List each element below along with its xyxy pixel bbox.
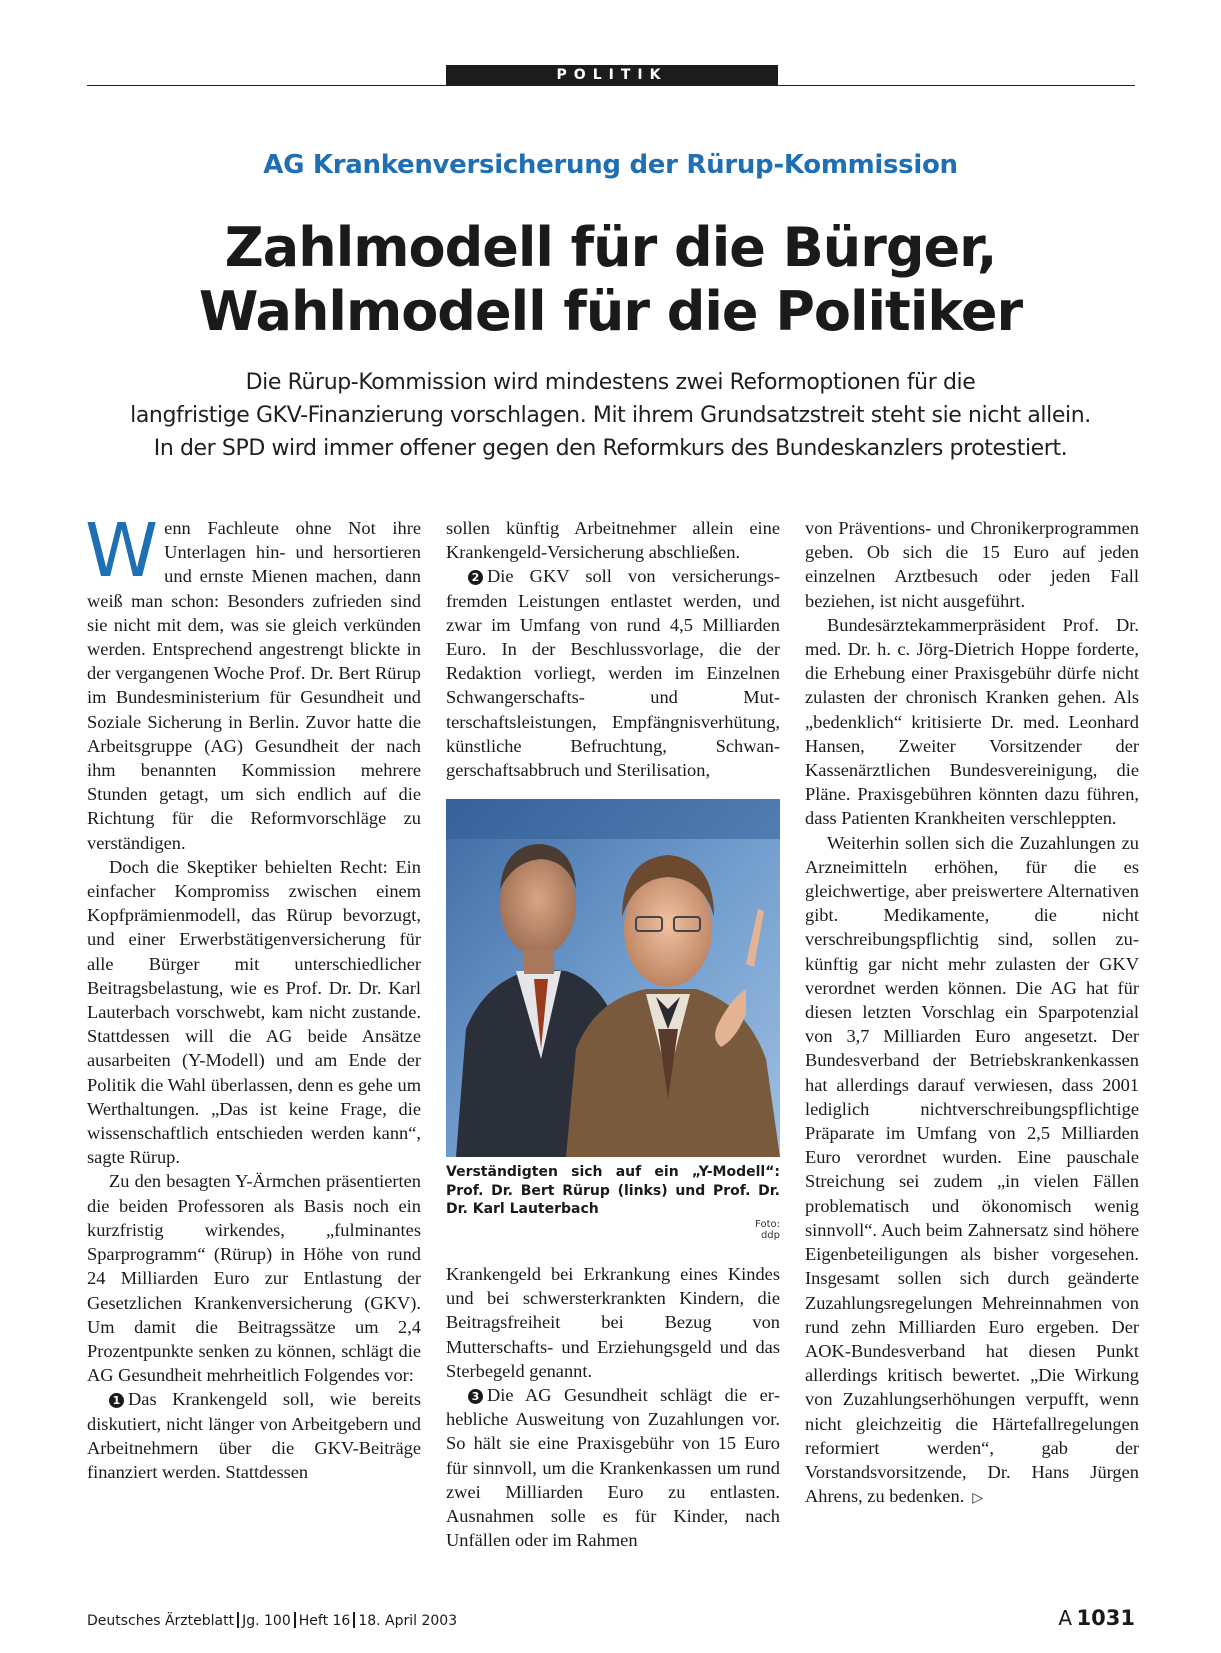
paragraph-text: Weiterhin sollen sich die Zuzahlungen zu Arzneimitteln erhöhen, für die es gleichwertige, aber preiswertere Alternativen gibt. Medikamente, die nicht verschreibungspflichtig sind, sollen zukünftig gar nicht mehr zulasten der GKV verordnet werden können. Die AG hat für diesen letzten Vorschlag ein Sparpotenzial von 3,7 Milliarden Euro angesetzt. Der Bundesverband der Betriebskrankenkassen hat allerdings darauf verwiesen, dass 2001 lediglich nichtverschreibungspflichtige Präparate im Umfang von 2,5 Milliarden Euro verordnet wurden. Eine pauschale Streichung sei zudem „in vielen Fällen problematisch und ökonomisch wenig sinnvoll“. Auch beim Zahnersatz sind höhere Eigenbeteiligungen als bisher vorgesehen. Insgesamt sollen sich durch geänderte Zuzahlungsregelungen Mehreinnahmen von rund zehn Milliarden Euro ergeben. Der AOK-Bundesverband hat diesen Punkt allerdings kritisch bewertet. „Die Wirkung von Zuzahlungserhöhungen verpufft, wenn nicht gleichzeitig die Härtefallregelungen reformiert werden“, gab der Vorstandsvorsitzende, Dr. Hans Jürgen Ahrens, zu bedenken. (805, 832, 1139, 1507)
paragraph (87, 1387, 421, 1484)
deck-line-1: Die Rürup-Kommission wird mindestens zwei Reformoptionen für die (245, 370, 976, 395)
paragraph-text: Die GKV soll von versicherungsfremden Leistungen entlastet werden, und zwar im Umfang von rund 4,5 Milliarden Euro. In der Beschlussvorlage, die der Redaktion vorliegt, werden im Einzelnen Schwangerschafts- und Mutterschaftsleistungen, Empfängnisverhütung, künstliche Befruchtung, Schwangerschaftsabbruch und Sterilisation, (446, 566, 780, 781)
paragraph: Doch die Skeptiker behielten Recht: Ein einfacher Kompromiss zwischen einem Kopfprämienmodell, das Rürup bevorzugt, und einer Erwerbstätigenversicherung für alle Bürger mit unterschiedlicher Beitragsbelastung, wie es Prof. Dr. Dr. Karl Lauterbach vorschwebt, kam nicht zustande. Stattdessen will die AG beide Ansätze ausarbeiten (Y-Modell) und am Ende der Politik die Wahl überlassen, denn es gehe um Werthaltungen. „Das ist keine Frage, die wissenschaftlich entschieden werden kann“, sagte Rürup. (87, 856, 421, 1168)
paragraph: Bundesärztekammerpräsident Prof. Dr. med. Dr. h. c. Jörg-Dietrich Hoppe forderte, die Erhebung einer Praxisgebühr dürfe nicht zulasten der chronisch Kranken gehen. Als „bedenklich“ kritisierte Dr. med. Leonhard Hansen, Zweiter Vorsitzender der Kassenärztlichen Bundesvereinigung, die Pläne. Praxisgebühren könnten dazu führen, dass Patienten Krankheiten verschleppten. (805, 614, 1139, 829)
footer-divider (237, 1612, 239, 1628)
journal-volume: Jg. 100 (242, 1613, 291, 1629)
paragraph (85, 508, 421, 855)
numbered-bullet-2: 2 (468, 570, 483, 585)
footer-citation (87, 1612, 457, 1629)
deck-line-2: langfristige GKV-Finanzierung vorschlagen. Mit ihrem Grundsatzstreit steht sie nicht allein. (130, 403, 1091, 428)
paragraph (446, 564, 780, 782)
page-number-block (1058, 1606, 1135, 1630)
deck-line-3: In der SPD wird immer offener gegen den Reformkurs des Bundeskanzlers protestiert. (153, 436, 1068, 461)
photo-illustration (446, 799, 780, 1157)
paragraph: Krankengeld bei Erkrankung eines Kindes und bei schwersterkrankten Kindern, die Beitragsfreiheit bei Bezug von Mutterschafts- und Erziehungsgeld und das Sterbegeld genannt. (446, 1264, 780, 1381)
paragraph-text: enn Fachleute ohne Not ihre Unterlagen hin- und hersortieren und ernste Mienen machen, dann weiß man schon: Besonders zufrieden sind sie nicht mit dem, was sie gleich verkünden werden. Entsprechend angestrengt blickte in der vergangenen Woche Prof. Dr. Bert Rürup im Bundesministerium für Gesundheit und Soziale Sicherung in Berlin. Zuvor hatte die Arbeitsgruppe (AG) Gesundheit der nach ihm benannten Kommission mehrere Stunden getagt, um sich endlich auf die Richtung für die Reformvorschläge zu verständigen. (87, 518, 421, 853)
article-photo (446, 799, 780, 1157)
paragraph-text: Die AG Gesundheit schlägt die erhebliche Ausweitung von Zuzahlungen vor. So hält sie eine Praxisgebühr von 15 Euro für sinnvoll, um die Krankenkassen um rund zwei Milliarden Euro zu entlasten. Ausnahmen solle es für Kinder, nach Unfällen oder im Rahmen (446, 1385, 780, 1551)
paragraph: sollen künftig Arbeitnehmer allein eine Krankengeld-Versicherung abschließen. (446, 518, 780, 563)
paragraph (805, 831, 1139, 1511)
body-column-3 (805, 516, 1139, 1510)
issue-date: 18. April 2003 (358, 1613, 458, 1629)
body-column-2 (446, 516, 780, 782)
body-column-2-continued (446, 1262, 780, 1552)
journal-name: Deutsches Ärzteblatt (87, 1613, 235, 1629)
page-number: 1031 (1076, 1606, 1135, 1630)
drop-cap: W (85, 508, 159, 594)
paragraph (446, 1383, 780, 1552)
paragraph: von Präventions- und Chronikerprogrammen geben. Ob sich die 15 Euro auf jeden einzelnen Arztbesuch oder jeden Fall beziehen, ist nicht ausgeführt. (805, 518, 1139, 611)
page-footer (87, 1608, 1135, 1630)
footer-divider (294, 1612, 296, 1628)
photo-caption: Verständigten sich auf ein „Y-Modell“: Prof. Dr. Bert Rürup (links) und Prof. Dr. Dr. Karl Lauterbach (446, 1164, 780, 1217)
photo-credit: Foto: ddp (755, 1219, 780, 1241)
paragraph-text: Das Krankengeld soll, wie bereits diskutiert, nicht länger von Arbeitgebern und Arbeitnehmern über die GKV-Beiträge finanziert werden. Stattdessen (87, 1389, 421, 1482)
headline-line-1: Zahlmodell für die Bürger, (224, 216, 997, 279)
paragraph: Zu den besagten Y-Ärmchen präsentierten die beiden Professoren als Basis noch ein kurzfristig wirkendes, „fulminantes Sparprogramm“ (Rürup) in Höhe von rund 24 Milliarden Euro zur Entlastung der Gesetzlichen Krankenversicherung (GKV). Um damit die Beitragssätze um 2,4 Prozentpunkte senken zu können, schlägt die AG Gesundheit mehrheitlich Folgendes vor: (87, 1171, 421, 1386)
continue-arrow-icon: ▷ (972, 1490, 984, 1507)
numbered-bullet-3: 3 (468, 1389, 483, 1404)
journal-issue: Heft 16 (298, 1613, 351, 1629)
footer-divider (353, 1612, 355, 1628)
header-rule (87, 85, 1135, 86)
page-prefix: A (1058, 1606, 1073, 1630)
article-kicker: AG Krankenversicherung der Rürup-Kommission (263, 150, 958, 180)
article-deck (0, 366, 1221, 465)
section-label: POLITIK (446, 65, 778, 85)
body-column-1 (85, 508, 421, 1484)
numbered-bullet-1: 1 (109, 1393, 124, 1408)
article-headline (0, 216, 1221, 344)
headline-line-2: Wahlmodell für die Politiker (198, 280, 1023, 343)
